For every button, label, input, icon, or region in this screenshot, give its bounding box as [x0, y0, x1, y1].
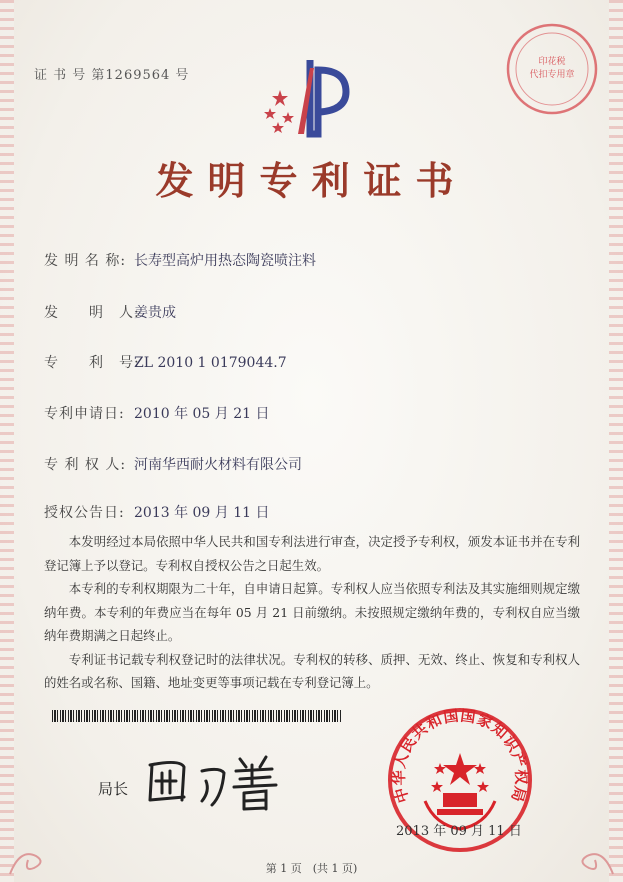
field-inventor — [44, 302, 176, 322]
field-invention-name — [44, 250, 316, 270]
svg-text:代扣专用章: 代扣专用章 — [529, 70, 575, 80]
field-label: 授权公告日: — [44, 505, 125, 521]
svg-text:印花税: 印花税 — [538, 57, 566, 67]
page-number: 第 1 页 (共 1 页) — [265, 862, 358, 875]
body-paragraph: 本发明经过本局依照中华人民共和国专利法进行审查，决定授予专利权，颁发本证书并在专利登记簿上予以登记。专利权自授权公告之日起生效。 — [44, 534, 580, 573]
certificate-title: 发明专利证书 — [155, 158, 468, 203]
corner-ornament-icon — [6, 838, 66, 878]
field-label: 发 明 名 称: — [44, 253, 127, 269]
field-grant-date — [44, 502, 270, 522]
field-label: 专利申请日: — [44, 406, 125, 422]
field-value: 长寿型高炉用热态陶瓷喷注料 — [134, 253, 316, 269]
tax-stamp-seal — [503, 20, 601, 118]
decorative-border-right — [609, 0, 623, 882]
body-paragraph: 专利证书记载专利权登记时的法律状况。专利权的转移、质押、无效、终止、恢复和专利权人的姓名或名称、国籍、地址变更等事项记载在专利登记簿上。 — [44, 651, 580, 690]
decorative-border-left — [0, 0, 14, 882]
field-label: 专 利 号: — [44, 355, 140, 371]
field-patentee — [44, 454, 302, 474]
field-label: 专 利 权 人: — [44, 457, 127, 473]
patent-office-logo-icon — [258, 50, 368, 140]
field-label: 发 明 人: — [44, 305, 140, 321]
field-value: 2013 年 09 月 11 日 — [134, 505, 270, 521]
body-paragraph: 本专利的专利权期限为二十年，自申请日起算。专利权人应当依照专利法及其实施细则规定缴纳年费。本专利的年费应当在每年 05 月 21 日前缴纳。未按照规定缴纳年费的，专利权自应当缴纳年费期满之日起终止。 — [44, 581, 580, 643]
director-signature — [140, 745, 290, 815]
field-patent-number — [44, 352, 287, 372]
certificate-number: 证 书 号 第1269564 号 — [34, 68, 190, 83]
field-value: 河南华西耐火材料有限公司 — [134, 457, 302, 473]
seal-date: 2013 年 09 月 11 日 — [396, 824, 522, 839]
director-label: 局长 — [98, 780, 129, 798]
seal-text: 中华人民共和国国家知识产权局 — [389, 706, 531, 805]
field-value: 2010 年 05 月 21 日 — [134, 406, 270, 422]
field-value: 姜贵成 — [134, 305, 176, 321]
corner-ornament-icon — [557, 838, 617, 878]
field-value: ZL 2010 1 0179044.7 — [134, 355, 287, 371]
certificate-body — [44, 530, 580, 695]
barcode — [52, 710, 342, 722]
field-application-date — [44, 403, 270, 423]
